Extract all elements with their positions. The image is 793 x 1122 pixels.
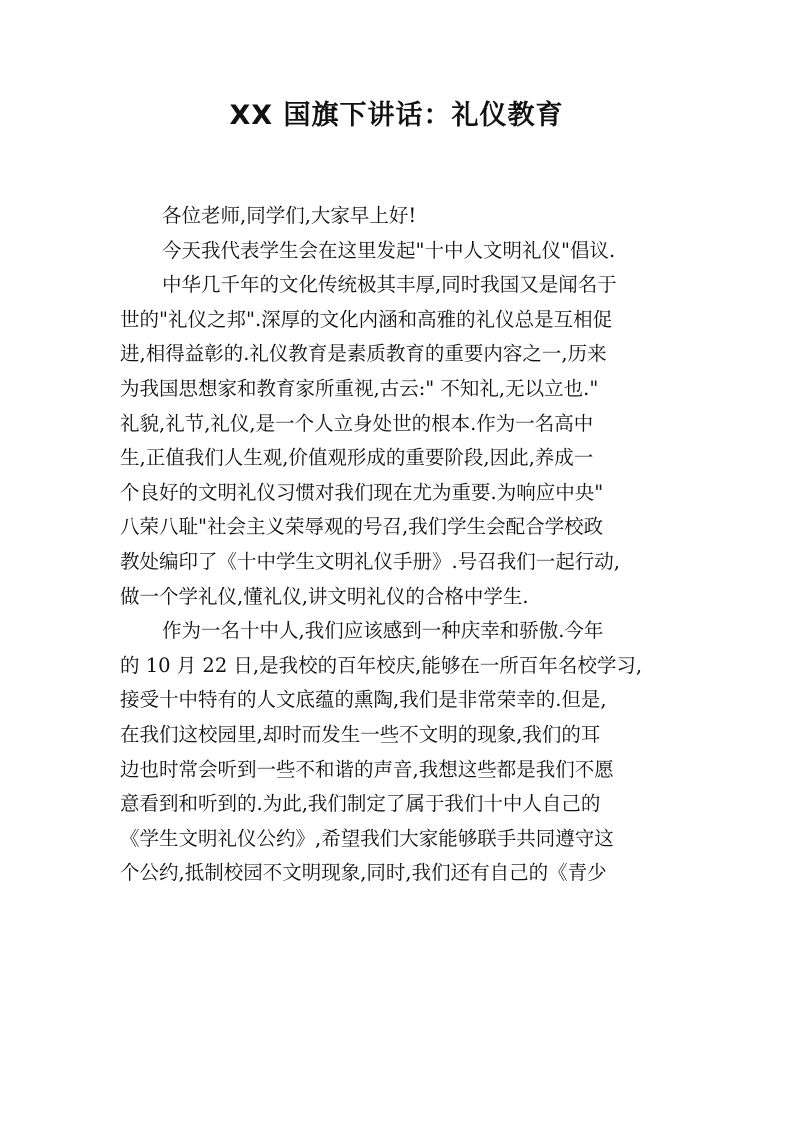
paragraph-line: 生,正值我们人生观,价值观形成的重要阶段,因此,养成一: [120, 446, 594, 470]
paragraph-first-line: 今天我代表学生会在这里发起"十中人文明礼仪"倡议.: [162, 238, 616, 262]
paragraph-first-line: 中华几千年的文化传统极其丰厚,同时我国又是闻名于: [162, 273, 617, 297]
paragraph-line: 做一个学礼仪,懂礼仪,讲文明礼仪的合格中学生.: [120, 584, 529, 608]
paragraph-line: 意看到和听到的.为此,我们制定了属于我们十中人自己的: [120, 792, 601, 816]
paragraph-first-line: 各位老师,同学们,大家早上好!: [162, 204, 417, 227]
paragraph-line: 个公约,抵制校园不文明现象,同时,我们还有自己的《青少: [120, 861, 607, 885]
paragraph-line: 边也时常会听到一些不和谐的声音,我想这些都是我们不愿: [120, 757, 614, 781]
paragraph-line: 八荣八耻"社会主义荣辱观的号召,我们学生会配合学校政: [120, 515, 604, 539]
paragraph-line: 为我国思想家和教育家所重视,古云:" 不知礼,无以立也.": [120, 376, 599, 400]
paragraph-line: 在我们这校园里,却时而发生一些不文明的现象,我们的耳: [120, 722, 601, 746]
document-title: XX 国旗下讲话：礼仪教育: [229, 100, 564, 131]
paragraph-line: 世的"礼仪之邦".深厚的文化内涵和高雅的礼仪总是互相促: [120, 307, 613, 331]
paragraph-line: 礼貌,礼节,礼仪,是一个人立身处世的根本.作为一名高中: [120, 411, 594, 435]
paragraph-line: 进,相得益彰的.礼仪教育是素质教育的重要内容之一,历来: [120, 342, 607, 366]
paragraph-line: 接受十中特有的人文底蕴的熏陶,我们是非常荣幸的.但是,: [120, 688, 607, 712]
paragraph-line: 《学生文明礼仪公约》,希望我们大家能够联手共同遵守这: [120, 826, 614, 850]
paragraph-line: 个良好的文明礼仪习惯对我们现在尤为重要.为响应中央": [120, 480, 604, 504]
paragraph-line: 教处编印了《十中学生文明礼仪手册》.号召我们一起行动,: [120, 549, 620, 573]
paragraph-line: 的 10 月 22 日,是我校的百年校庆,能够在一所百年名校学习,: [120, 653, 643, 677]
paragraph-first-line: 作为一名十中人,我们应该感到一种庆幸和骄傲.今年: [162, 619, 604, 643]
document-body: [120, 199, 676, 891]
